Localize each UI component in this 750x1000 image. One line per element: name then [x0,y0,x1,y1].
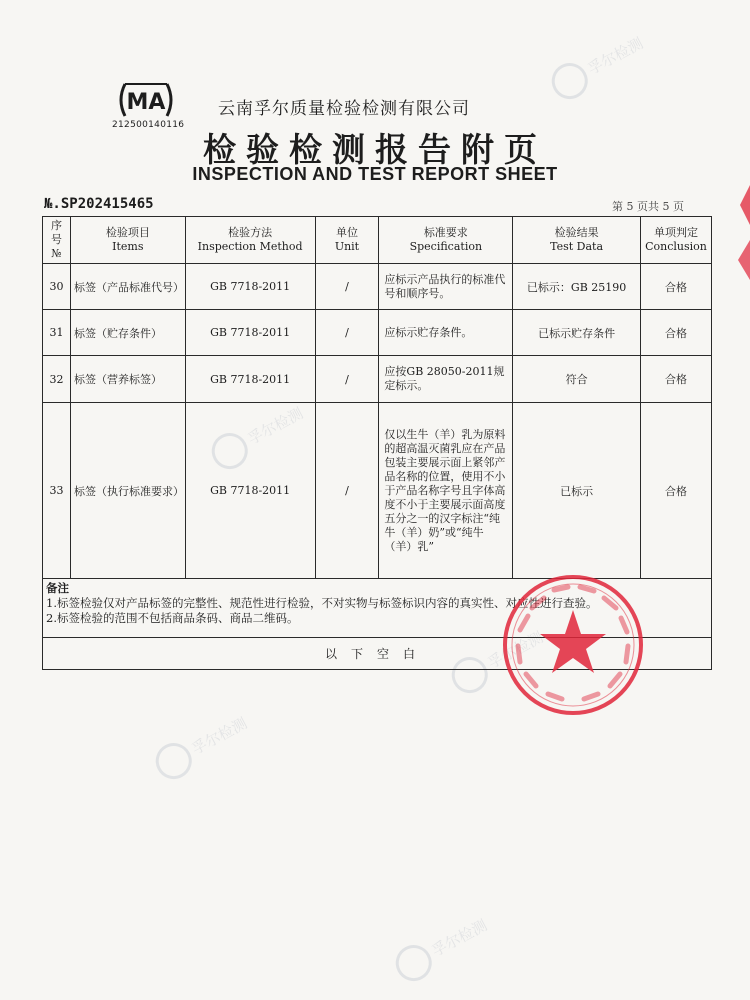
cell-conclusion: 合格 [640,356,711,403]
remark-item: 2.标签检验的范围不包括商品条码、商品二维码。 [46,611,299,625]
company-name: 云南孚尔质量检验检测有限公司 [218,99,470,119]
watermark-text: 孚尔检测 [584,34,647,79]
ma-code: 212500140116 [112,120,185,130]
remark-item: 1.标签检验仅对产品标签的完整性、规范性进行检验，不对实物与标签标识内容的真实性、对应性进行查验。 [46,596,598,610]
watermark-text: 孚尔检测 [188,714,251,759]
watermark [149,707,254,786]
blank-note: 以下空白 [43,638,712,670]
cell-conclusion: 合格 [640,403,711,579]
official-seal [498,570,648,720]
header-spec: 标准要求 Specification [379,217,513,264]
cell-conclusion: 合格 [640,310,711,356]
header-unit: 单位 Unit [315,217,379,264]
cell-item: 标签（贮存条件） [70,310,185,356]
cell-method: GB 7718-2011 [185,310,315,356]
cell-item: 标签（产品标准代号） [70,264,185,310]
header-no: 序号 № [43,217,71,264]
header-conclusion: 单项判定 Conclusion [640,217,711,264]
cell-conclusion: 合格 [640,264,711,310]
cell-no: 30 [43,264,71,310]
cell-spec: 应标示产品执行的标准代号和顺序号。 [379,264,513,310]
cell-no: 33 [43,403,71,579]
header-result: 检验结果 Test Data [513,217,641,264]
cell-spec: 仅以生牛（羊）乳为原料的超高温灭菌乳应在产品包装主要展示面上紧邻产品名称的位置，使用不小于产品名称字号且字体高度不小于主要展示面高度五分之一的汉字标注“纯牛（羊）奶”或“纯牛（羊）乳” [379,403,513,579]
cell-result: 已标示贮存条件 [513,310,641,356]
watermark [545,27,650,106]
cell-no: 31 [43,310,71,356]
cell-item: 标签（营养标签） [70,356,185,403]
table-row [43,403,712,579]
page-info: 第 5 页共 5 页 [612,200,684,213]
header-method: 检验方法 Inspection Method [185,217,315,264]
watermark-text: 孚尔检测 [484,628,547,673]
table-row [43,356,712,403]
cell-method: GB 7718-2011 [185,356,315,403]
header-items: 检验项目 Items [70,217,185,264]
cell-spec: 应标示贮存条件。 [379,310,513,356]
title-en: INSPECTION AND TEST REPORT SHEET [192,164,558,184]
edge-seal-fragment [732,180,750,310]
cell-unit: / [315,264,379,310]
cell-item: 标签（执行标准要求） [70,403,185,579]
cell-spec: 应按GB 28050-2011规定标示。 [379,356,513,403]
remarks-title: 备注 [46,581,69,595]
table-header-row [43,217,712,264]
ma-certification-logo [115,78,177,122]
cell-unit: / [315,403,379,579]
cell-no: 32 [43,356,71,403]
watermark-text: 孚尔检测 [428,916,491,961]
watermark-text: 孚尔检测 [244,404,307,449]
ma-logo-text: MA [126,90,166,115]
watermark [389,909,494,988]
cell-result: 已标示 [513,403,641,579]
table-row [43,264,712,310]
cell-method: GB 7718-2011 [185,264,315,310]
cell-unit: / [315,310,379,356]
title-cn: 检验检测报告附页 [203,130,547,169]
cell-result: 已标示：GB 25190 [513,264,641,310]
cell-method: GB 7718-2011 [185,403,315,579]
report-number: №.SP202415465 [44,196,154,212]
cell-result: 符合 [513,356,641,403]
table-row [43,310,712,356]
cell-unit: / [315,356,379,403]
